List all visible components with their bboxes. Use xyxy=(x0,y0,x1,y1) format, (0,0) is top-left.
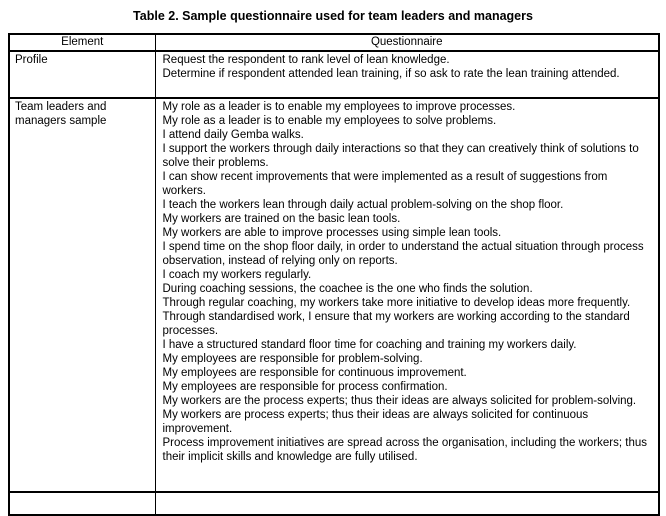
questionnaire-item: My employees are responsible for process confirmation. xyxy=(162,381,448,393)
questionnaire-item: My employees are responsible for continuous improvement. xyxy=(162,367,467,379)
header-row xyxy=(9,34,659,51)
questionnaire-item: My employees are responsible for problem-solving. xyxy=(162,353,423,365)
questionnaire-item: My workers are trained on the basic lean tools. xyxy=(162,213,401,225)
questionnaire-item: My workers are process experts; thus their ideas are always solicited for continuous improvement. xyxy=(162,409,589,435)
questionnaire-item: Determine if respondent attended lean training, if so ask to rate the lean training attended. xyxy=(162,68,620,80)
questionnaire-cell xyxy=(155,98,659,492)
questionnaire-item: My workers are the process experts; thus their ideas are always solicited for problem-solving. xyxy=(162,395,637,407)
questionnaire-item: I support the workers through daily interactions so that they can creatively think of solutions to solve their problems. xyxy=(162,143,639,169)
questionnaire-item: My role as a leader is to enable my employees to improve processes. xyxy=(162,101,516,113)
table-row xyxy=(9,51,659,98)
questionnaire-item: My role as a leader is to enable my employees to solve problems. xyxy=(162,115,497,127)
questionnaire-item: My workers are able to improve processes using simple lean tools. xyxy=(162,227,502,239)
questionnaire-cell xyxy=(155,51,659,98)
table-row xyxy=(9,98,659,492)
questionnaire-item: Request the respondent to rank level of lean knowledge. xyxy=(162,54,450,66)
column-header-questionnaire: Questionnaire xyxy=(155,34,659,51)
table-caption: Table 2. Sample questionnaire used for team leaders and managers xyxy=(133,9,533,23)
questionnaire-item: During coaching sessions, the coachee is the one who finds the solution. xyxy=(162,283,533,295)
page xyxy=(0,8,666,504)
questionnaire-table xyxy=(8,33,660,516)
questionnaire-cell-empty xyxy=(155,492,659,515)
element-label-empty xyxy=(9,492,155,515)
table-row-cutoff xyxy=(9,492,659,515)
questionnaire-item: Through standardised work, I ensure that my workers are working according to the standard processes. xyxy=(162,311,630,337)
questionnaire-item: I can show recent improvements that were implemented as a result of suggestions from workers. xyxy=(162,171,608,197)
questionnaire-item: I have a structured standard floor time for coaching and training my workers daily. xyxy=(162,339,577,351)
questionnaire-item: Process improvement initiatives are spread across the organisation, including the workers; thus their implicit skills and knowledge are fully utilised. xyxy=(162,437,648,463)
questionnaire-item: I attend daily Gemba walks. xyxy=(162,129,304,141)
column-header-element: Element xyxy=(9,34,155,51)
element-label: Profile xyxy=(9,51,155,98)
questionnaire-item: I spend time on the shop floor daily, in order to understand the actual situation through process observation, instead of relying only on reports. xyxy=(162,241,644,267)
questionnaire-item: I teach the workers lean through daily actual problem-solving on the shop floor. xyxy=(162,199,564,211)
questionnaire-item: Through regular coaching, my workers take more initiative to develop ideas more frequently. xyxy=(162,297,631,309)
element-label: Team leaders and managers sample xyxy=(9,98,155,492)
questionnaire-item: I coach my workers regularly. xyxy=(162,269,312,281)
